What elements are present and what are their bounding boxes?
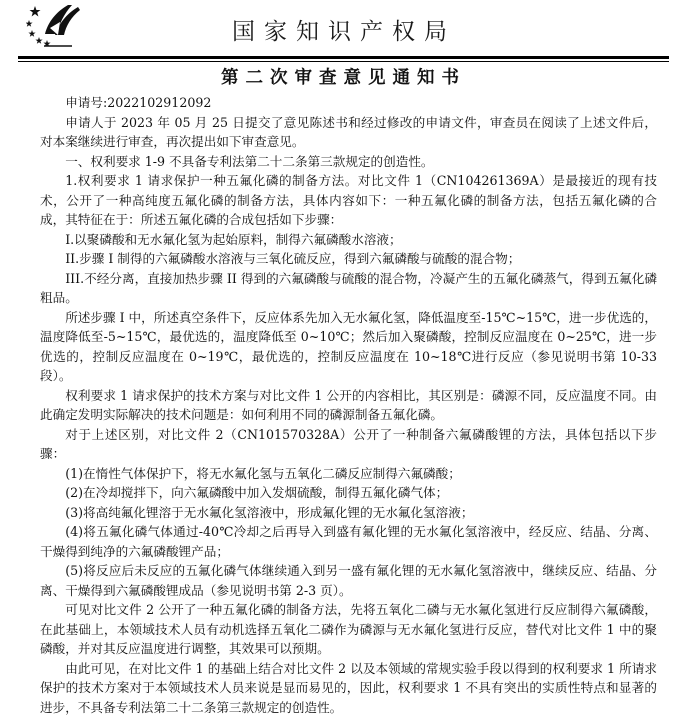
step-item: (5)将反应后未反应的五氟化磷气体继续通入到另一盛有氟化锂的无水氟化氢溶液中，继续反应、结晶、分离、干燥得到六氟磷酸锂成品（参见说明书第 2-3 页）。 bbox=[40, 561, 657, 600]
paragraph: 1.权利要求 1 请求保护一种五氟化磷的制备方法。对比文件 1（CN104261369A）是最接近的现有技术，公开了一种高纯度五氟化磷的制备方法，具体内容如下：一种五氟化磷的制备方法，包括五氟化磷的合成，其特征在于：所述五氟化磷的合成包括如下步骤： bbox=[40, 171, 657, 230]
paragraph: 由此可见，在对比文件 1 的基础上结合对比文件 2 以及本领域的常规实验手段以得到的权利要求 1 所请求保护的技术方案对于本领域技术人员来说是显而易见的，因此，权利要求 1 不具有突出的实质性特点和显著的进步，不具备专利法第二十二条第三款规定的创造性。 bbox=[40, 659, 657, 717]
step-item: (3)将高纯氟化锂溶于无水氟化氢溶液中，形成氟化锂的无水氟化氢溶液； bbox=[40, 503, 657, 523]
paragraph: 权利要求 1 请求保护的技术方案与对比文件 1 公开的内容相比，其区别是：磷源不同，反应温度不同。由此确定发明实际解决的技术问题是：如何利用不同的磷源制备五氟化磷。 bbox=[40, 386, 657, 425]
section-heading: 一、权利要求 1-9 不具备专利法第二十二条第三款规定的创造性。 bbox=[40, 152, 657, 172]
step-item: (2)在冷却搅拌下，向六氟磷酸中加入发烟硫酸，制得五氟化磷气体； bbox=[40, 483, 657, 503]
header-rule-thick bbox=[18, 56, 669, 59]
paragraph: 对于上述区别，对比文件 2（CN101570328A）公开了一种制备六氟磷酸锂的方法，具体包括以下步骤： bbox=[40, 425, 657, 464]
cnipa-emblem-icon bbox=[26, 2, 82, 52]
application-number: 申请号:2022102912092 bbox=[40, 93, 657, 113]
header-rule-thin bbox=[18, 61, 669, 62]
step-item: I.以聚磷酸和无水氟化氢为起始原料，制得六氟磷酸水溶液； bbox=[40, 230, 657, 250]
letterhead bbox=[0, 0, 687, 58]
step-item: (1)在惰性气体保护下，将无水氟化氢与五氧化二磷反应制得六氟磷酸； bbox=[40, 464, 657, 484]
step-item: III.不经分离，直接加热步骤 II 得到的六氟磷酸与硫酸的混合物，冷凝产生的五氟化磷蒸气，得到五氟化磷粗品。 bbox=[40, 269, 657, 308]
paragraph: 所述步骤 I 中，所述真空条件下，反应体系先加入无水氟化氢，降低温度至-15℃~15℃，进一步优选的，温度降低至-5~15℃，最优选的，温度降低至 0~10℃；然后加入聚磷酸，控制反应温度在 0~25℃，进一步优选的，控制反应温度在 0~19℃，最优选的，控制反应温度在 10~18℃进行反应（参见说明书第 10-33 段）。 bbox=[40, 308, 657, 386]
step-item: (4)将五氟化磷气体通过-40℃冷却之后再导入到盛有氟化锂的无水氟化氢溶液中，经反应、结晶、分离、干燥得到纯净的六氟磷酸锂产品； bbox=[40, 522, 657, 561]
step-item: II.步骤 I 制得的六氟磷酸水溶液与三氧化硫反应，得到六氟磷酸与硫酸的混合物； bbox=[40, 249, 657, 269]
document-title: 第二次审查意见通知书 bbox=[0, 64, 687, 89]
organization-name: 国家知识产权局 bbox=[232, 13, 456, 46]
document-body bbox=[40, 93, 657, 717]
paragraph: 申请人于 2023 年 05 月 25 日提交了意见陈述书和经过修改的申请文件，审查员在阅读了上述文件后，对本案继续进行审查，再次提出如下审查意见。 bbox=[40, 113, 657, 152]
paragraph: 可见对比文件 2 公开了一种五氟化磷的制备方法，先将五氧化二磷与无水氟化氢进行反应制得六氟磷酸，在此基础上，本领域技术人员有动机选择五氧化二磷作为磷源与无水氟化氢进行反应，替代对比文件 1 中的聚磷酸，并对其反应温度进行调整，其效果可以预期。 bbox=[40, 600, 657, 659]
